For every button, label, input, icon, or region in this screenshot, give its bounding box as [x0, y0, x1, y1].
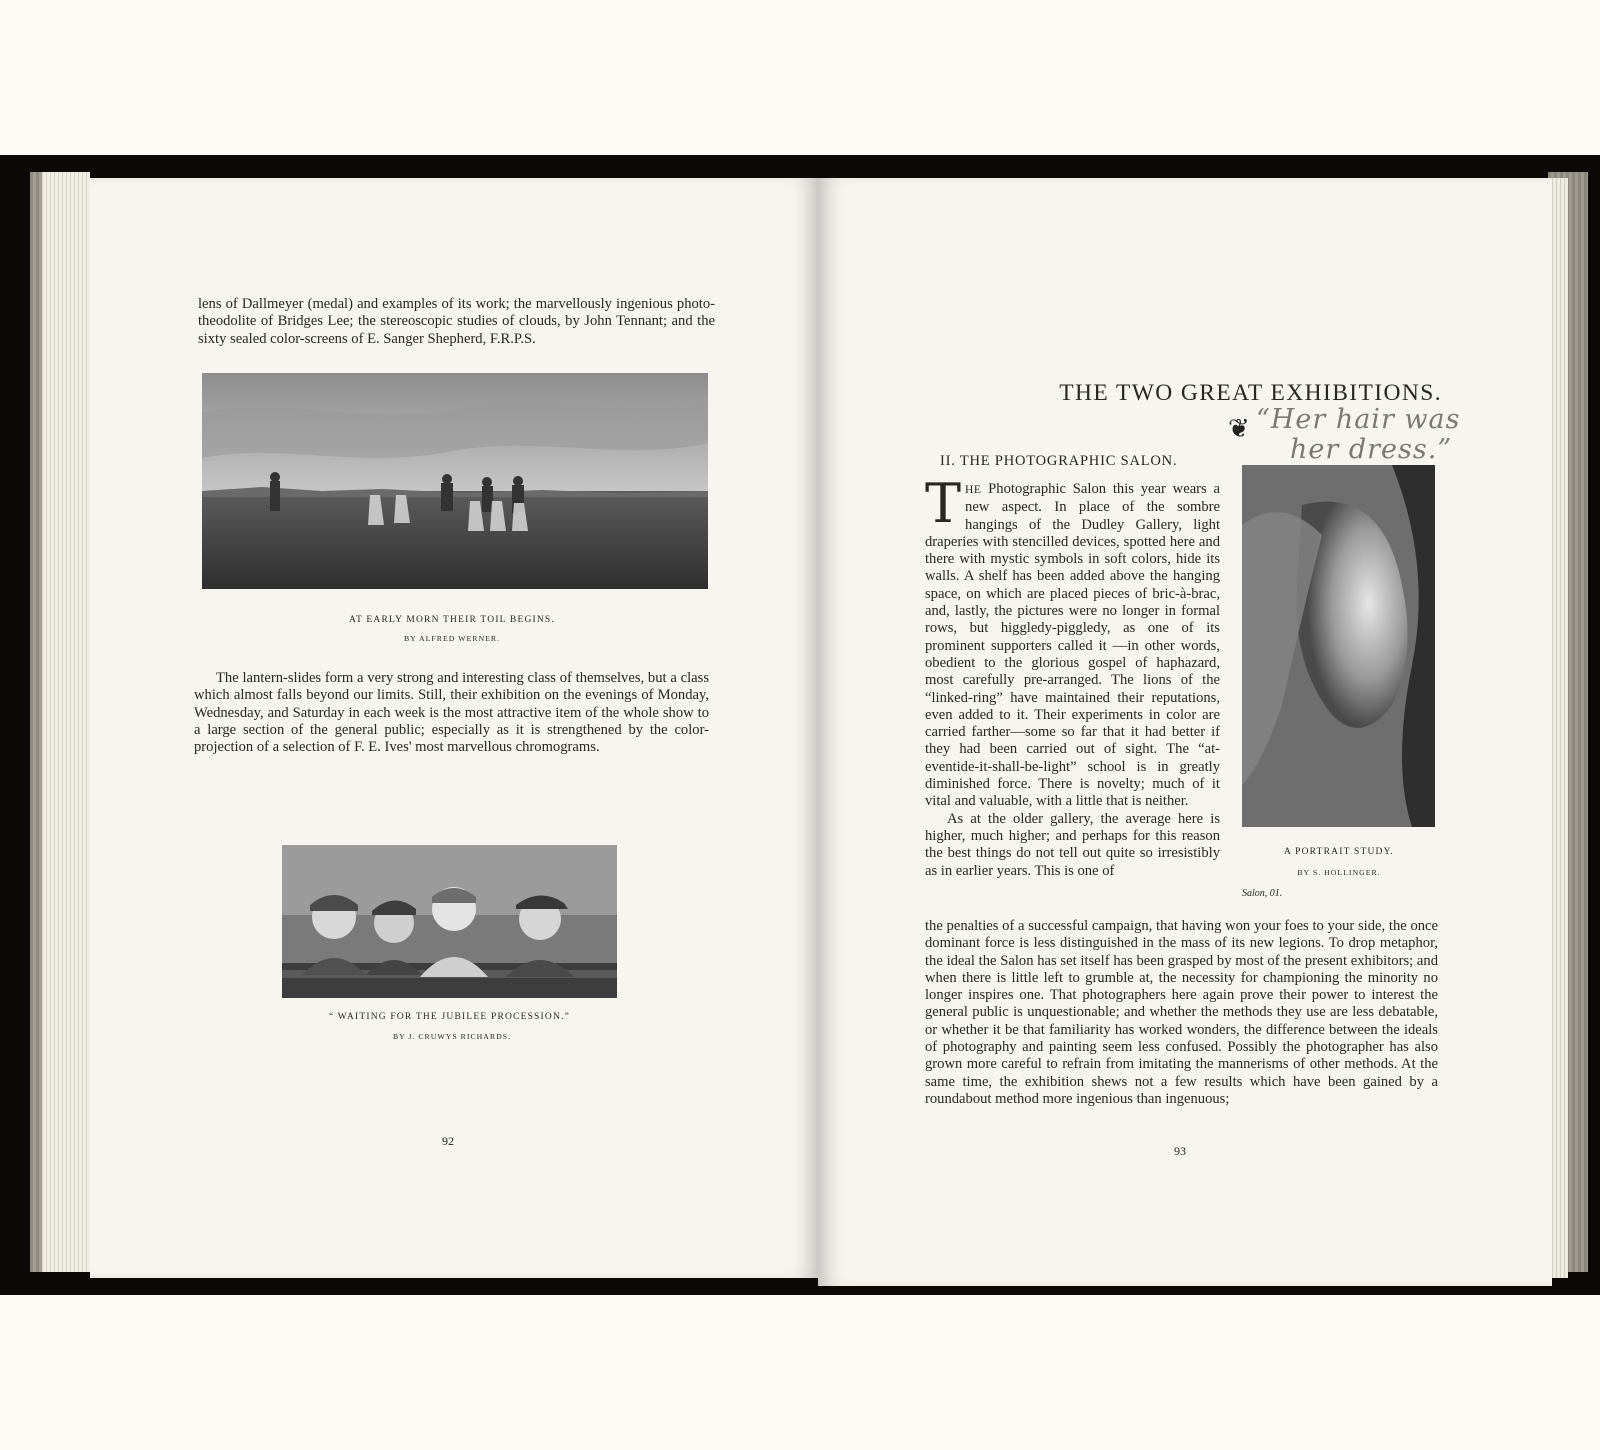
salon-column-text: THE Photographic Salon this year wears a new aspect. In place of the sombre hangings of the Dudley Gallery, light draperies with stencilled devices, spotted here and there with mystic symbols in soft colors, hide its walls. A shelf has been added above the hanging space, on which are placed pieces of bric-à-brac, and, lastly, the pictures were no longer in formal rows, but higgledy-piggledy, as one of its prominent supporters called it —in other words, obedient to the glorious gospel of haphazard, most carefully pre-arranged. The lions of the “linked-ring” have maintained their reputations, even added to it. Their experiments in color are carried farther—some so far that it had better if they had been carried out of sight. The “at-eventide-it-shall-be-light” school is in greatly diminished force. There is novelty; much of it vital and valuable, with a little that is neither. As at the older gallery, the average here is higher, much higher; and perhaps for this reason the best things do not tell out quite so irresistibly as in earlier years. This is one of [925, 472, 1220, 879]
figure2-caption: “ WAITING FOR THE JUBILEE PROCESSION.” [328, 1012, 571, 1022]
portrait-byline: BY S. HOLLINGER. [1297, 868, 1381, 877]
drop-cap: T [925, 472, 962, 535]
page-number-92: 92 [442, 1134, 454, 1148]
lead-small-caps: HE [965, 484, 982, 496]
portrait-photo [1242, 465, 1435, 827]
fleuron-ornament: ❦ [1228, 414, 1250, 443]
jubilee-boys-image [282, 845, 617, 998]
handwritten-note-line2: her dress.” [1290, 434, 1453, 465]
field-workers-photo [202, 373, 708, 589]
salon-note: Salon, 01. [1242, 888, 1283, 899]
salon-full-width-text: the penalties of a successful campaign, that having won your foes to your side, the once dominant force is less distinguished in the mass of its new legions. To drop metaphor, the ideal the Salon has set itself has been grasped by most of the present exhibitors; and when there is little left to grumble at, the necessity for championing the minority no longer inspires one. That photographers here again prove their power to interest the general public is unquestionable; and whether the methods they use are less debatable, or whether it be that familiarity has worked wonders, the difference between the ideals of photography and painting seem less confused. Possibly the photographer has also grown more careful to refrain from imitating the mannerisms of other methods. At the same time, the exhibition shews not a few results which have been gained by a roundabout method more ingenious than ingenuous; [925, 918, 1438, 1107]
handwritten-note-line1: “Her hair was [1256, 404, 1461, 435]
section-heading: II. THE PHOTOGRAPHIC SALON. [940, 453, 1178, 469]
figure1-caption: AT EARLY MORN THEIR TOIL BEGINS. [349, 615, 555, 625]
left-middle-paragraph: The lantern-slides form a very strong and interesting class of themselves, but a class which almost falls beyond our limits. Still, their exhibition on the evenings of Monday, Wednesday, and Saturday in each week is the most attractive item of the whole show to a large section of the general public; especially as it is strengthened by the color-projection of a selection of F. E. Ives' most marvellous chromograms. [194, 670, 709, 756]
figure1-byline: BY ALFRED WERNER. [403, 634, 501, 643]
article-headline: THE TWO GREAT EXHIBITIONS. [1059, 380, 1442, 406]
left-top-paragraph: lens of Dallmeyer (medal) and examples of its work; the marvellously ingenious photo-theodolite of Bridges Lee; the stereoscopic studies of clouds, by John Tennant; and the sixty sealed color-screens of E. Sanger Shepherd, F.R.P.S. [198, 296, 715, 347]
page-number-93: 93 [1174, 1144, 1186, 1158]
jubilee-boys-photo [282, 845, 617, 998]
figure2-byline: BY J. CRUWYS RICHARDS. [392, 1032, 512, 1041]
portrait-image [1242, 465, 1435, 827]
portrait-caption: A PORTRAIT STUDY. [1283, 847, 1394, 857]
field-workers-image [202, 373, 708, 589]
page-edges-left [42, 172, 90, 1272]
